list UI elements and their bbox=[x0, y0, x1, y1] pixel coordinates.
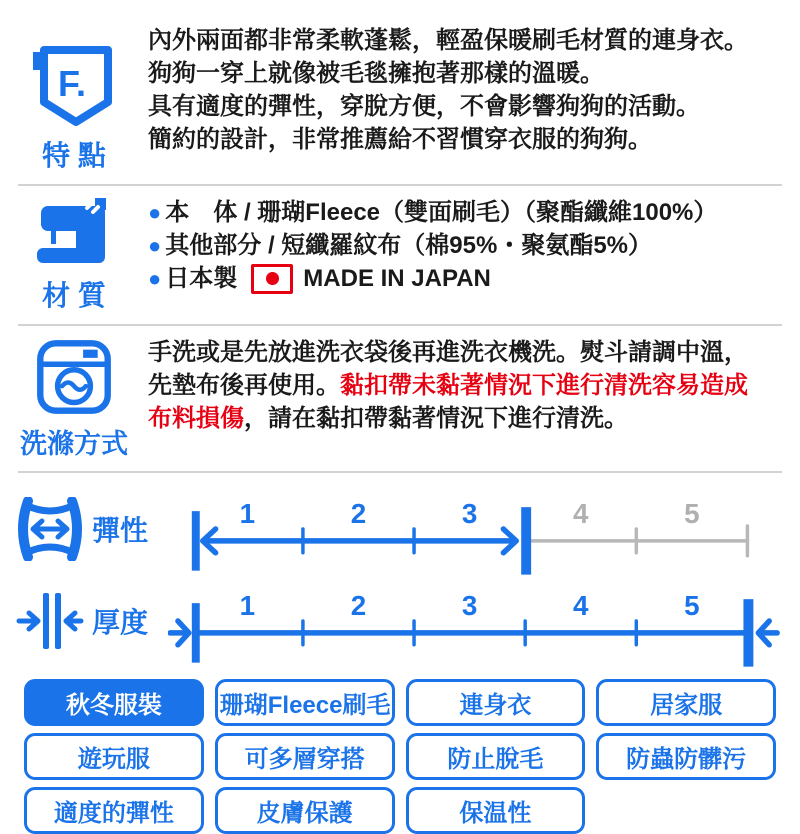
section-divider bbox=[18, 324, 782, 326]
feature-line: 簡約的設計，非常推薦給不習慣穿衣服的狗狗。 bbox=[148, 126, 652, 153]
material-item-text: 本 体 / 珊瑚Fleece（雙面刷毛）（聚酯纖維100%） bbox=[165, 199, 718, 226]
washing-line bbox=[148, 336, 790, 369]
made-in-japan-text: MADE IN JAPAN bbox=[303, 265, 491, 292]
f-badge-icon bbox=[28, 42, 120, 130]
washing-section bbox=[0, 336, 800, 461]
washing-warning-segment: 布料損傷 bbox=[148, 405, 244, 432]
thickness-label: 厚度 bbox=[92, 607, 149, 638]
bullet-icon: ● bbox=[148, 200, 162, 225]
stretch-icon bbox=[16, 497, 84, 561]
thickness-icon bbox=[16, 589, 84, 653]
product-tag: 防蟲防髒污 bbox=[596, 733, 776, 780]
elasticity-head bbox=[16, 497, 168, 561]
features-section bbox=[0, 0, 800, 174]
svg-text:5: 5 bbox=[684, 590, 700, 622]
material-label: 材 質 bbox=[42, 280, 106, 311]
japan-flag-icon bbox=[251, 264, 293, 294]
feature-line: 內外兩面都非常柔軟蓬鬆，輕盈保暖刷毛材質的連身衣。 bbox=[148, 27, 748, 54]
product-tag: 遊玩服 bbox=[24, 733, 204, 780]
svg-text:2: 2 bbox=[350, 498, 367, 530]
material-item bbox=[148, 196, 790, 229]
product-tag: 珊瑚Fleece刷毛 bbox=[215, 679, 395, 726]
product-tag: 保温性 bbox=[406, 787, 586, 834]
washing-line bbox=[148, 369, 790, 402]
washing-segment: 手洗或是先放進洗衣袋後再進洗衣機洗。熨斗請調中溫， bbox=[148, 339, 748, 366]
svg-text:4: 4 bbox=[573, 590, 589, 622]
material-item bbox=[148, 262, 790, 295]
washing-side bbox=[0, 336, 148, 461]
svg-text:3: 3 bbox=[461, 498, 478, 530]
product-tag: 皮膚保護 bbox=[215, 787, 395, 834]
feature-line: 具有適度的彈性，穿脫方便，不會影響狗狗的活動。 bbox=[148, 93, 700, 120]
features-label: 特 點 bbox=[42, 140, 106, 171]
washing-segment: ，請在黏扣帶黏著情況下進行清洗。 bbox=[244, 405, 628, 432]
material-item-text: 其他部分 / 短纖羅紋布（棉95%・聚氨酯5%） bbox=[165, 232, 653, 259]
sewing-machine-icon bbox=[29, 196, 119, 270]
material-side bbox=[0, 196, 148, 314]
svg-text:F.: F. bbox=[57, 63, 87, 104]
features-side bbox=[0, 24, 148, 174]
thickness-meter bbox=[168, 575, 800, 667]
thickness-head bbox=[16, 589, 168, 653]
product-tag: 適度的彈性 bbox=[24, 787, 204, 834]
material-item-text: 日本製 bbox=[165, 265, 238, 292]
material-section bbox=[0, 196, 800, 314]
svg-text:4: 4 bbox=[573, 498, 589, 530]
product-tag: 秋冬服裝 bbox=[24, 679, 204, 726]
material-text bbox=[148, 196, 800, 295]
bullet-icon: ● bbox=[148, 266, 162, 291]
washing-line bbox=[148, 402, 790, 435]
elasticity-scale-row bbox=[0, 483, 800, 575]
feature-line: 狗狗一穿上就像被毛毯擁抱著那樣的溫暖。 bbox=[148, 60, 604, 87]
washing-warning-segment: 黏扣帶未黏著情況下進行清洗容易造成 bbox=[340, 372, 748, 399]
washing-text bbox=[148, 336, 800, 435]
elasticity-label: 彈性 bbox=[92, 515, 149, 546]
svg-text:1: 1 bbox=[239, 590, 256, 622]
product-tag: 可多層穿搭 bbox=[215, 733, 395, 780]
svg-text:5: 5 bbox=[684, 498, 700, 530]
section-divider bbox=[18, 471, 782, 473]
thickness-scale-row bbox=[0, 575, 800, 667]
svg-text:3: 3 bbox=[461, 590, 478, 622]
svg-text:2: 2 bbox=[350, 590, 367, 622]
washing-segment: 先墊布後再使用。 bbox=[148, 372, 340, 399]
product-tag: 居家服 bbox=[596, 679, 776, 726]
svg-text:1: 1 bbox=[239, 498, 256, 530]
tag-grid bbox=[0, 667, 800, 834]
product-tag: 防止脫毛 bbox=[406, 733, 586, 780]
elasticity-meter bbox=[168, 483, 800, 575]
material-item bbox=[148, 229, 790, 262]
washing-machine-icon bbox=[32, 336, 116, 418]
section-divider bbox=[18, 184, 782, 186]
bullet-icon: ● bbox=[148, 233, 162, 258]
product-tag: 連身衣 bbox=[406, 679, 586, 726]
washing-label: 洗滌方式 bbox=[20, 429, 128, 459]
features-text bbox=[148, 24, 800, 156]
